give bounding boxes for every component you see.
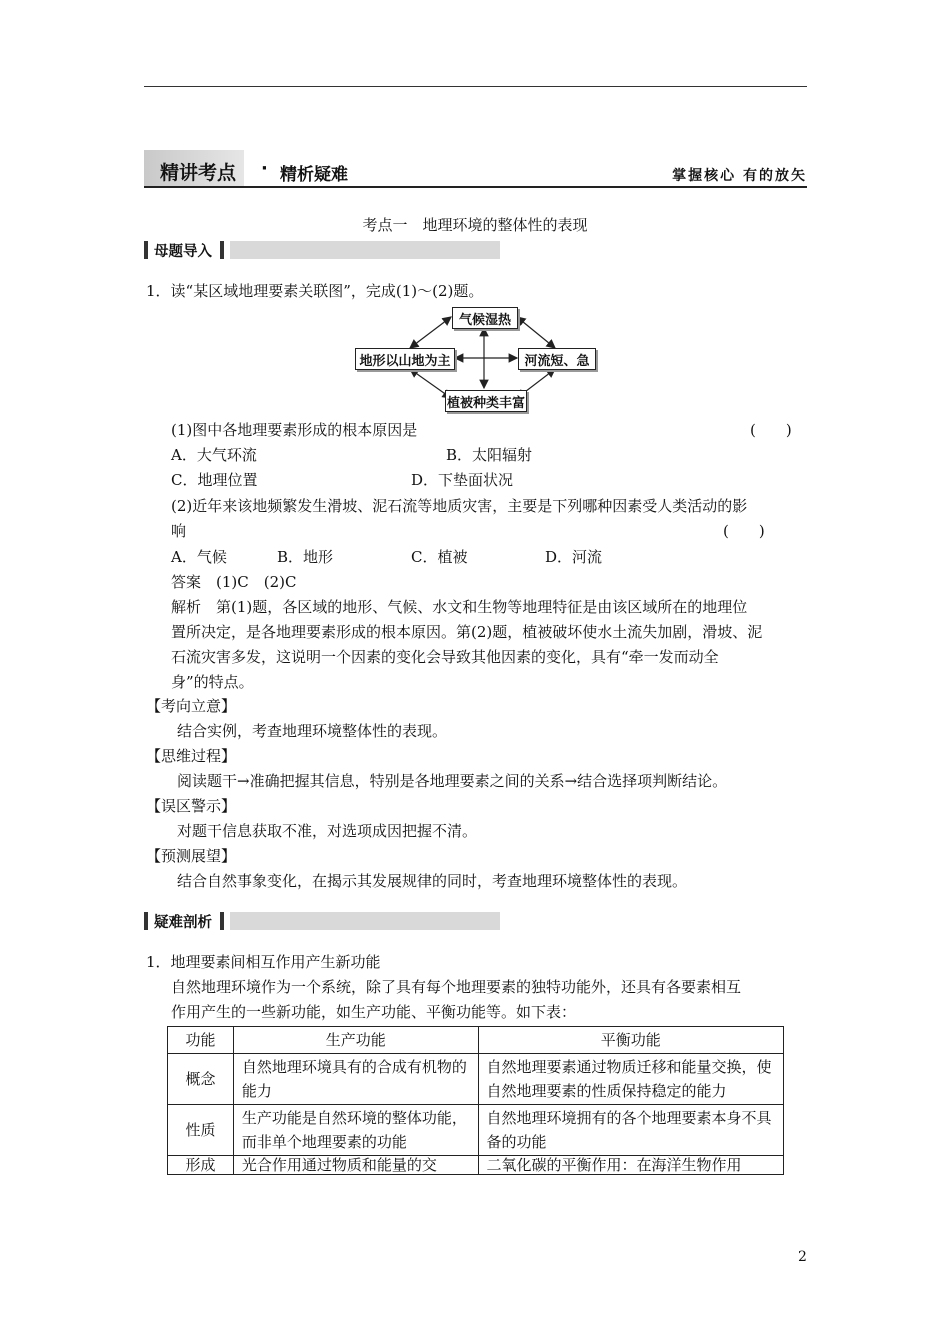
tag-label: 母题导入	[154, 240, 220, 261]
answer: 答案 (1)C (2)C	[171, 573, 297, 591]
q2-paren: ( )	[723, 522, 765, 540]
top-rule	[144, 86, 807, 87]
note-heading: 【思维过程】	[146, 747, 237, 765]
tag-fill	[230, 241, 500, 259]
analysis-paragraph: 作用产生的一些新功能，如生产功能、平衡功能等。如下表：	[171, 1003, 577, 1021]
q2-option-d: D．河流	[545, 548, 603, 566]
explanation-line: 身”的特点。	[171, 673, 254, 691]
factor-diagram	[355, 305, 600, 415]
table-cell: 性质	[168, 1105, 234, 1156]
table-cell: 自然地理环境拥有的各个地理要素本身不具备的功能	[478, 1105, 783, 1156]
diagram-node-climate: 气候湿热	[452, 307, 518, 329]
note-text: 对题干信息获取不准，对选项成因把握不清。	[177, 822, 478, 840]
q1-option-a: A．大气环流	[171, 446, 257, 464]
q2-option-b: B．地形	[277, 548, 334, 566]
table-row	[168, 1156, 784, 1175]
q2-text-line1: (2)近年来该地频繁发生滑坡、泥石流等地质灾害，主要是下列哪种因素受人类活动的影	[171, 497, 748, 515]
table-header-cell: 平衡功能	[478, 1027, 783, 1054]
note-text: 阅读题干→准确把握其信息，特别是各地理要素之间的关系→结合选择项判断结论。	[177, 772, 728, 790]
table-row	[168, 1054, 784, 1105]
q1-option-d: D．下垫面状况	[411, 471, 514, 489]
diagram-node-vegetation: 植被种类丰富	[445, 390, 527, 412]
explanation-line: 石流灾害多发，这说明一个因素的变化会导致其他因素的变化，具有“牵一发而动全	[171, 648, 719, 666]
banner-title: 精讲考点	[160, 162, 237, 184]
analysis-paragraph: 自然地理环境作为一个系统，除了具有每个地理要素的独特功能外，还具有各要素相互	[171, 978, 742, 996]
note-text: 结合自然事象变化，在揭示其发展规律的同时，考查地理环境整体性的表现。	[177, 872, 688, 890]
banner-subtitle: 精析疑难	[280, 165, 348, 185]
tag-mother	[144, 239, 500, 261]
table-cell: 自然地理环境具有的合成有机物的能力	[233, 1054, 478, 1105]
banner-rule	[144, 186, 807, 188]
note-heading: 【考向立意】	[146, 697, 237, 715]
diagram-node-river: 河流短、急	[518, 348, 596, 370]
q2-option-c: C．植被	[411, 548, 468, 566]
table-header-cell: 功能	[168, 1027, 234, 1054]
tag-bar	[220, 912, 224, 930]
note-heading: 【误区警示】	[146, 797, 237, 815]
table-header-cell: 生产功能	[233, 1027, 478, 1054]
q2-option-a: A．气候	[171, 548, 227, 566]
q1-paren: ( )	[750, 421, 792, 439]
explanation-line: 解析 第(1)题，各区域的地形、气候、水文和生物等地理特征是由该区域所在的地理位	[171, 598, 748, 616]
tag-bar	[220, 241, 224, 259]
note-text: 结合实例，考查地理环境整体性的表现。	[177, 722, 448, 740]
table-header-row	[168, 1027, 784, 1054]
table-cell: 形成	[168, 1156, 234, 1175]
diagram-node-terrain: 地形以山地为主	[355, 348, 455, 370]
page-number: 2	[798, 1249, 807, 1265]
tag-bar	[144, 241, 148, 259]
explanation-line: 置所决定，是各地理要素形成的根本原因。第(2)题，植被破坏使水土流失加剧，滑坡、泥	[171, 623, 763, 641]
table-cell: 生产功能是自然环境的整体功能，而非单个地理要素的功能	[233, 1105, 478, 1156]
table-cell: 概念	[168, 1054, 234, 1105]
table-row	[168, 1105, 784, 1156]
banner-dot: ·	[261, 158, 268, 179]
tag-bar	[144, 912, 148, 930]
table-cell: 光合作用通过物质和能量的交	[233, 1156, 478, 1175]
q2-text-line2: 响	[171, 522, 187, 540]
analysis-heading: 1．地理要素间相互作用产生新功能	[146, 953, 381, 971]
function-table	[167, 1026, 784, 1175]
banner-motto: 掌握核心 有的放矢	[672, 168, 807, 184]
q1-text: (1)图中各地理要素形成的根本原因是	[171, 421, 418, 439]
tag-analysis	[144, 910, 500, 932]
q1-option-b: B．太阳辐射	[446, 446, 533, 464]
tag-label: 疑难剖析	[154, 911, 220, 932]
table-cell: 自然地理要素通过物质迁移和能量交换，使自然地理要素的性质保持稳定的能力	[478, 1054, 783, 1105]
table-cell: 二氧化碳的平衡作用：在海洋生物作用	[478, 1156, 783, 1175]
question-stem: 1．读“某区域地理要素关联图”，完成(1)～(2)题。	[146, 282, 484, 300]
section-title: 考点一 地理环境的整体性的表现	[362, 216, 588, 234]
note-heading: 【预测展望】	[146, 847, 237, 865]
tag-fill	[230, 912, 500, 930]
q1-option-c: C．地理位置	[171, 471, 258, 489]
